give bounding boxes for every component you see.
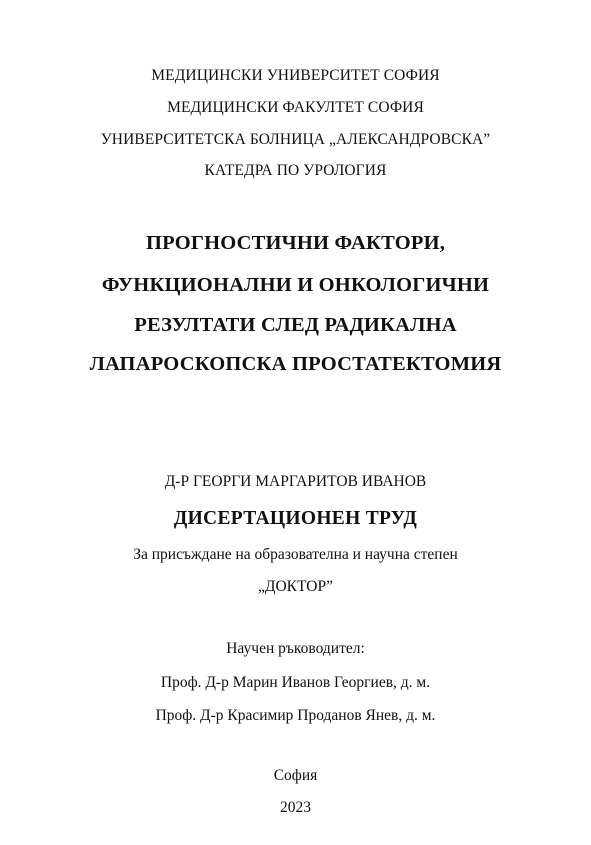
- institution-department: КАТЕДРА ПО УРОЛОГИЯ: [204, 162, 387, 179]
- author-name: Д-Р ГЕОРГИ МАРГАРИТОВ ИВАНОВ: [164, 473, 427, 490]
- document-title-line-3: РЕЗУЛТАТИ СЛЕД РАДИКАЛНА: [134, 314, 457, 336]
- degree-name: „ДОКТОР”: [258, 578, 333, 595]
- institution-university: МЕДИЦИНСКИ УНИВЕРСИТЕТ СОФИЯ: [151, 67, 440, 84]
- supervisor-name: Проф. Д-р Красимир Проданов Янев, д. м.: [155, 707, 436, 724]
- supervisor-label: Научен ръководител:: [226, 640, 365, 657]
- supervisor-name: Проф. Д-р Марин Иванов Георгиев, д. м.: [160, 674, 431, 691]
- document-title-line-4: ЛАПАРОСКОПСКА ПРОСТАТЕКТОМИЯ: [89, 353, 502, 375]
- institution-hospital: УНИВЕРСИТЕТСКА БОЛНИЦА „АЛЕКСАНДРОВСКА”: [100, 131, 491, 148]
- institution-faculty: МЕДИЦИНСКИ ФАКУЛТЕТ СОФИЯ: [167, 99, 424, 116]
- year: 2023: [280, 799, 311, 816]
- document-type: ДИСЕРТАЦИОНЕН ТРУД: [173, 508, 418, 529]
- document-title-line-2: ФУНКЦИОНАЛНИ И ОНКОЛОГИЧНИ: [101, 274, 490, 296]
- place: София: [273, 767, 318, 784]
- degree-description: За присъждане на образователна и научна степен: [133, 546, 458, 563]
- document-title-line-1: ПРОГНОСТИЧНИ ФАКТОРИ,: [145, 232, 446, 254]
